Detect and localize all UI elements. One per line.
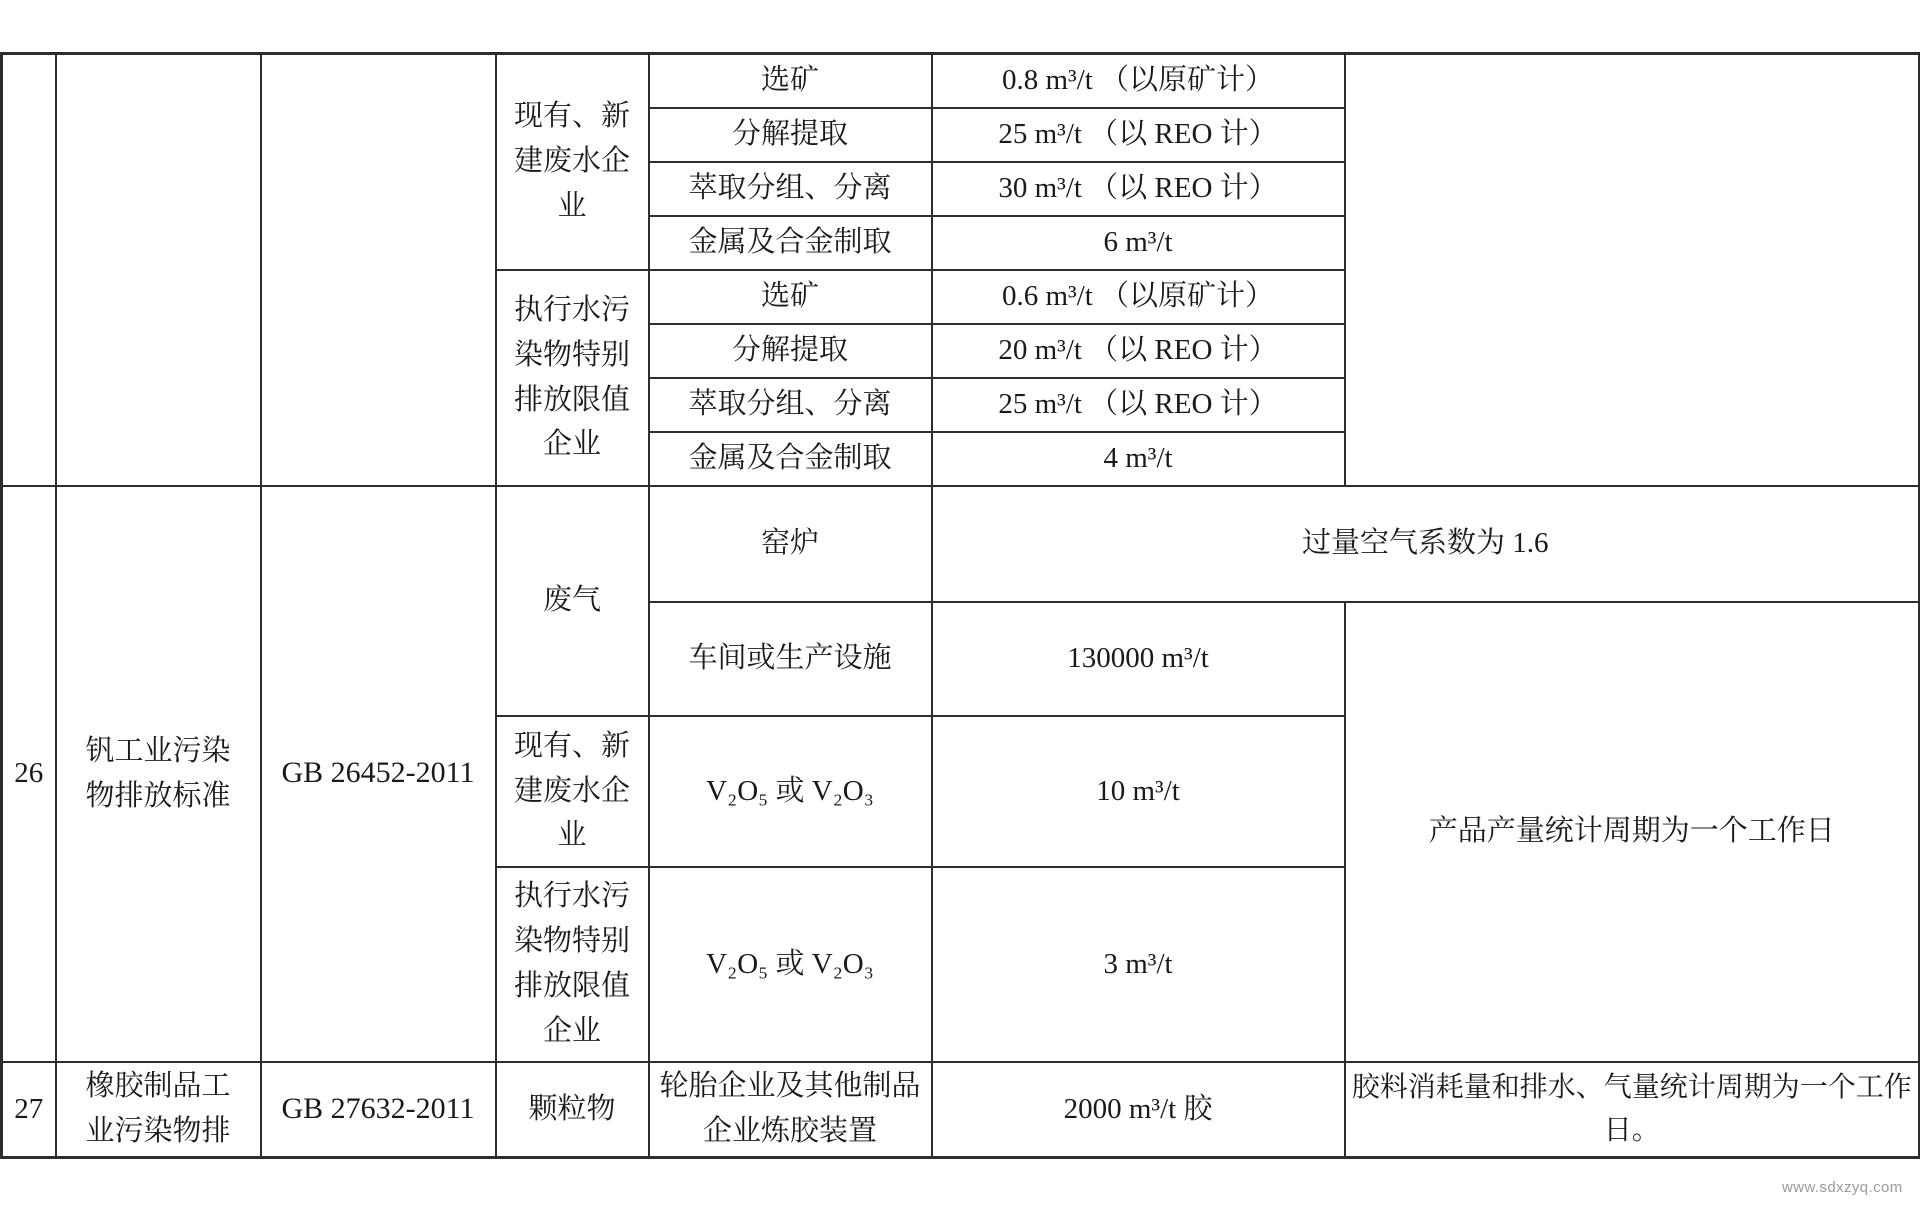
row-number-cell: 26 xyxy=(2,486,56,1062)
process-cell: 金属及合金制取 xyxy=(649,432,932,486)
process-cell: V₂O₅ 或 V₂O₃ xyxy=(649,716,932,867)
category-label: 执行水污染物特别排放限值企业 xyxy=(513,880,630,1047)
table-row xyxy=(2,486,1920,602)
value-cell: 25 m³/t （以 REO 计） xyxy=(932,108,1345,162)
category-cell: 废气 xyxy=(496,486,649,716)
emission-standards-table xyxy=(0,52,1920,1159)
value-cell: 30 m³/t （以 REO 计） xyxy=(932,162,1345,216)
note-cell xyxy=(1345,1062,1920,1158)
category-label: 执行水污染物特别排放限值企业 xyxy=(513,293,630,461)
category-cell xyxy=(496,867,649,1062)
process-cell: 车间或生产设施 xyxy=(649,602,932,716)
standard-name-cell xyxy=(56,486,261,1062)
note-cell: 产品产量统计周期为一个工作日 xyxy=(1345,602,1920,1062)
standard-code-cell: GB 27632-2011 xyxy=(261,1062,496,1158)
process-cell: 金属及合金制取 xyxy=(649,216,932,270)
table-row xyxy=(2,54,1920,108)
category-label: 现有、新建废水企业 xyxy=(513,729,630,852)
process-cell: 窑炉 xyxy=(649,486,932,602)
standard-name: 钒工业污染物排放标准 xyxy=(85,734,231,812)
process-label: 轮胎企业及其他制品企业炼胶装置 xyxy=(659,1070,921,1148)
row-number-cell: 27 xyxy=(2,1062,56,1158)
value-cell: 20 m³/t （以 REO 计） xyxy=(932,324,1345,378)
value-cell: 25 m³/t （以 REO 计） xyxy=(932,378,1345,432)
merged-note-cell: 过量空气系数为 1.6 xyxy=(932,486,1920,602)
value-cell: 130000 m³/t xyxy=(932,602,1345,716)
category-cell: 颗粒物 xyxy=(496,1062,649,1158)
site-watermark: www.sdxzyq.com xyxy=(1782,1179,1903,1196)
process-cell: 萃取分组、分离 xyxy=(649,162,932,216)
category-cell xyxy=(496,716,649,867)
value-cell: 0.8 m³/t （以原矿计） xyxy=(932,54,1345,108)
value-cell: 3 m³/t xyxy=(932,867,1345,1062)
process-cell xyxy=(649,1062,932,1158)
note-text: 胶料消耗量和排水、气量统计周期为一个工作日。 xyxy=(1351,1071,1912,1147)
table-row xyxy=(2,1062,1920,1158)
standard-name-cell-empty xyxy=(56,54,261,486)
standard-code-cell-empty xyxy=(261,54,496,486)
value-cell: 10 m³/t xyxy=(932,716,1345,867)
process-cell: 分解提取 xyxy=(649,108,932,162)
category-label: 现有、新建废水企业 xyxy=(513,100,630,223)
value-cell: 0.6 m³/t （以原矿计） xyxy=(932,270,1345,324)
value-cell: 4 m³/t xyxy=(932,432,1345,486)
row-number-cell-empty xyxy=(2,54,56,486)
standard-name: 橡胶制品工业污染物排 xyxy=(85,1070,231,1148)
note-cell-empty xyxy=(1345,54,1920,486)
value-cell: 2000 m³/t 胶 xyxy=(932,1062,1345,1158)
process-cell: 选矿 xyxy=(649,54,932,108)
standard-code-cell: GB 26452-2011 xyxy=(261,486,496,1062)
process-cell: 选矿 xyxy=(649,270,932,324)
process-cell: 分解提取 xyxy=(649,324,932,378)
standard-name-cell xyxy=(56,1062,261,1158)
value-cell: 6 m³/t xyxy=(932,216,1345,270)
category-cell xyxy=(496,54,649,270)
process-cell: 萃取分组、分离 xyxy=(649,378,932,432)
process-cell: V₂O₅ 或 V₂O₃ xyxy=(649,867,932,1062)
category-cell xyxy=(496,270,649,486)
